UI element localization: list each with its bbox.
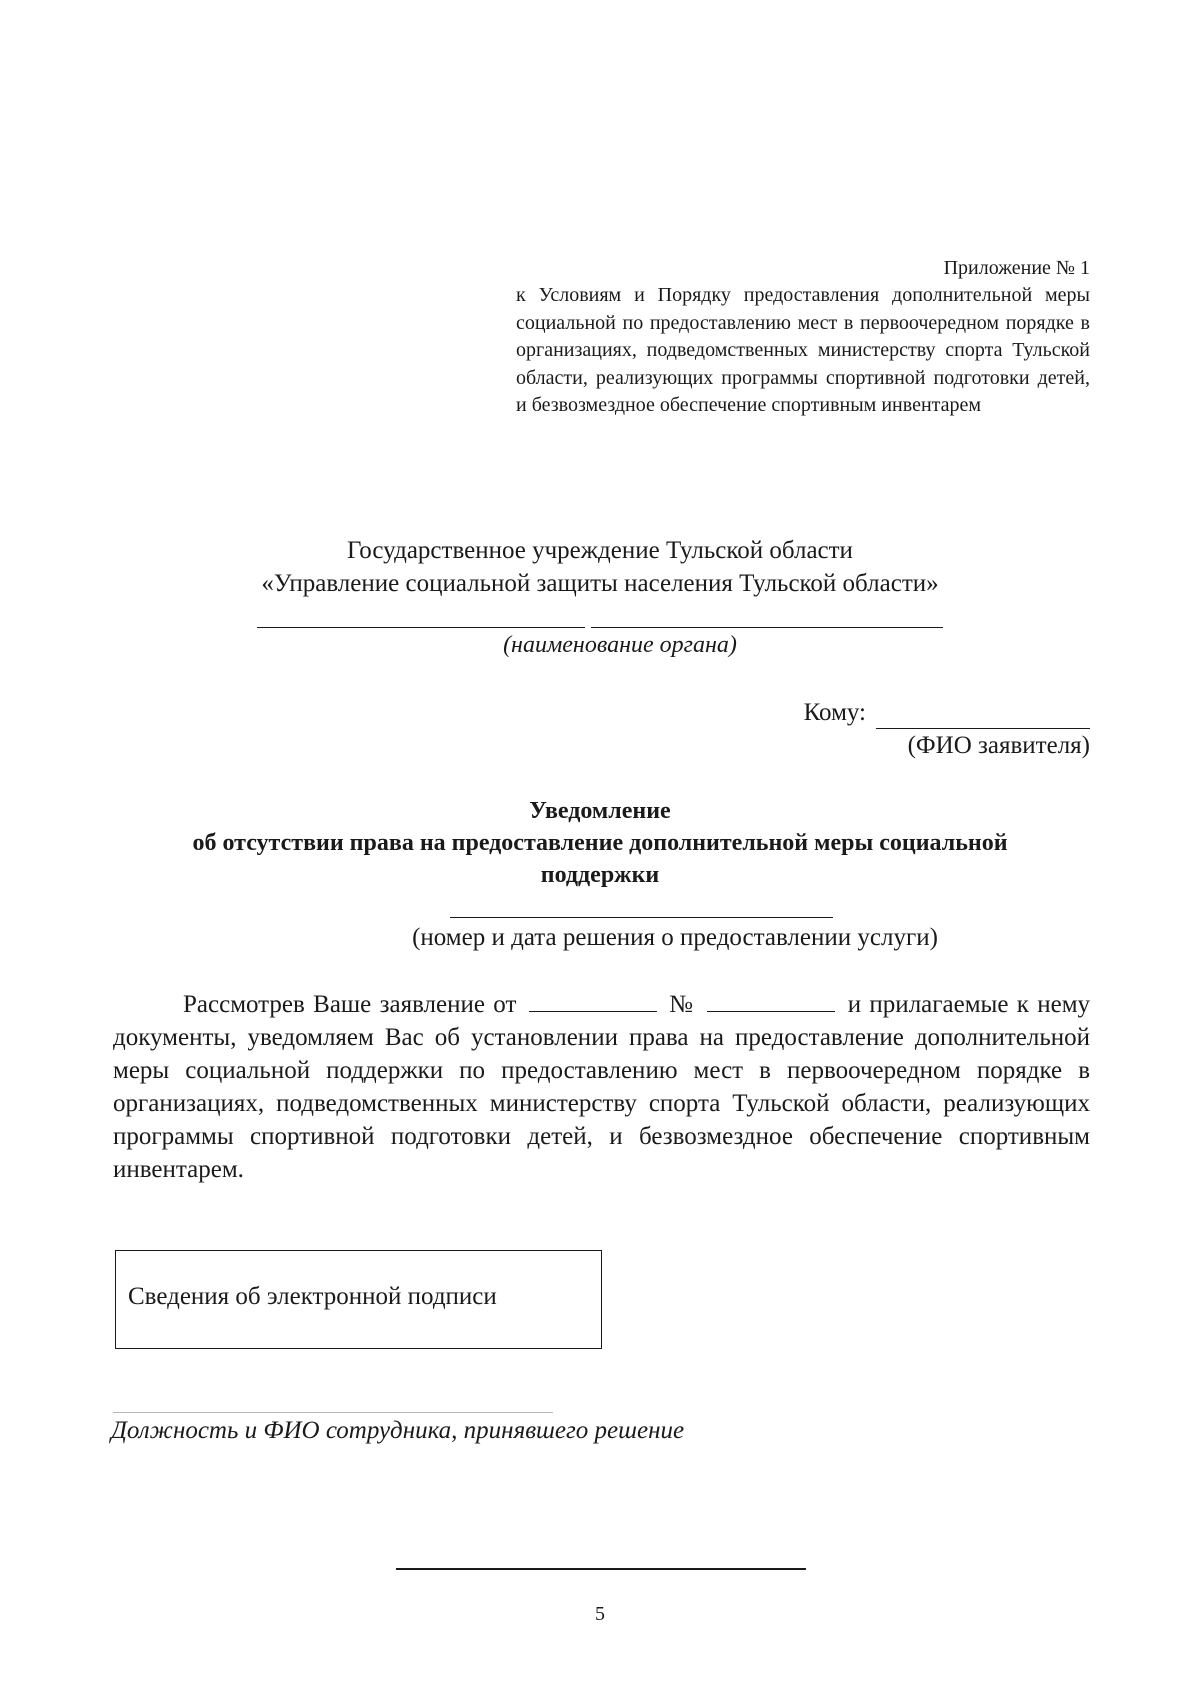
organization-line-2: «Управление социальной защиты населения Тульской области» [261,570,939,597]
employee-rule [113,1412,553,1413]
electronic-signature-box [115,1250,602,1349]
paragraph-number-sign: № [669,991,696,1018]
notice-title-line-2: об отсутствии права на предоставление дополнительной меры социальной [192,830,1008,856]
organization-caption: (наименование органа) [503,632,737,658]
employee-caption: Должность и ФИО сотрудника, принявшего решение [111,1417,685,1444]
notice-title [100,795,1100,891]
organization-name-rule-left [257,627,585,628]
signature-rule [396,1568,806,1570]
recipient-row [700,697,1090,729]
appendix-body: к Условиям и Порядку предоставления дополнительной меры социальной по предоставлению мест в первоочередном порядке в организациях, подведомственных министерству спорта Тульской области, реализующих программы спортивной подготовки детей, и безвозмездное обеспечение спортивным инвентарем [516,284,1090,417]
organization-line-1: Государственное учреждение Тульской области [347,537,853,564]
electronic-signature-label: Сведения об электронной подписи [128,1283,497,1310]
paragraph-part-1: Рассмотрев Ваше заявление от [183,991,517,1018]
notice-paragraph [113,988,1090,1186]
recipient-label: Кому: [803,699,866,726]
appendix-title: Приложение № 1 [943,257,1090,279]
application-number-blank [707,989,835,1012]
decision-caption: (номер и дата решения о предоставлении услуги) [412,924,938,951]
decision-number-rule [450,917,833,918]
paragraph-part-3: и прилагаемые к нему документы, уведомляем Вас об установлении права на предоставление дополнительной меры социальной поддержки по предоставлению мест в первоочередном порядке в организациях, подведомственных министерству спорта Тульской области, реализующих программы спортивной подготовки детей, и безвозмездное обеспечение спортивным инвентарем. [113,991,1091,1183]
notice-title-line-1: Уведомление [529,798,671,824]
recipient-caption: (ФИО заявителя) [907,732,1090,759]
organization-name-rule-right [591,627,943,628]
page-number: 5 [595,1603,605,1625]
recipient-name-blank [876,704,1090,729]
application-date-blank [529,989,657,1012]
notice-title-line-3: поддержки [540,862,660,888]
